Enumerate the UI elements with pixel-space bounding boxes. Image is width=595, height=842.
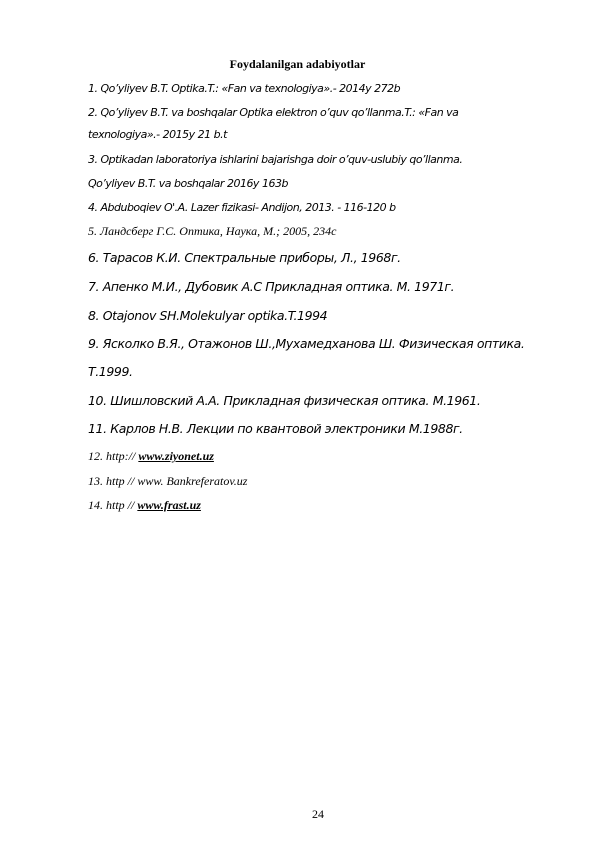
- reference-item: 10. Шишловский А.А. Прикладная физическая оптика. М.1961.: [88, 393, 481, 408]
- reference-item: texnologiya».- 2015y 21 b.t: [88, 128, 227, 141]
- page-title: Foydalanilgan adabiyotlar: [229, 57, 366, 71]
- reference-prefix: 12. http://: [88, 449, 139, 463]
- reference-item: 6. Тарасов К.И. Спектральные приборы, Л., 1968г.: [88, 250, 401, 265]
- reference-item: 2. Qo’yliyev B.T. va boshqalar Optika elektron o’quv qo’llanma.T.: «Fan va: [88, 106, 459, 119]
- reference-item: 5. Ландсберг Г.С. Оптика, Наука, М.; 2005, 234с: [88, 224, 337, 238]
- frast-link[interactable]: www.frast.uz: [137, 498, 201, 512]
- reference-prefix: 13. http //: [88, 474, 138, 488]
- bankreferatov-link[interactable]: www. Bankreferatov.uz: [137, 474, 248, 488]
- reference-item: 1. Qo’yliyev B.T. Optika.T.: «Fan va texnologiya».- 2014y 272b: [88, 82, 401, 95]
- reference-prefix: 14. http //: [88, 498, 138, 512]
- reference-item: 4. Abduboqiev O'.A. Lazer fizikasi- Andijon, 2013. - 116-120 b: [88, 201, 396, 214]
- page-number: 24: [312, 807, 324, 821]
- reference-item: [88, 474, 247, 489]
- reference-item: Т.1999.: [88, 364, 133, 379]
- reference-item: Qo’yliyev B.T. va boshqalar 2016y 163b: [88, 177, 288, 190]
- reference-item: 11. Карлов Н.В. Лекции по квантовой электроники М.1988г.: [88, 421, 463, 436]
- reference-item: [88, 498, 201, 513]
- ziyonet-link[interactable]: www.ziyonet.uz: [138, 449, 214, 463]
- reference-item: 3. Optikadan laboratoriya ishlarini bajarishga doir o’quv-uslubiy qo’llanma.: [88, 153, 463, 166]
- reference-item: 9. Ясколко В.Я., Отажонов Ш.,Мухамедханова Ш. Физическая оптика.: [88, 336, 525, 351]
- reference-item: 7. Апенко М.И., Дубовик А.С Прикладная оптика. М. 1971г.: [88, 279, 455, 294]
- reference-item: [88, 449, 214, 464]
- reference-item: 8. Otajonov SH.Molekulyar optika.T.1994: [88, 308, 328, 323]
